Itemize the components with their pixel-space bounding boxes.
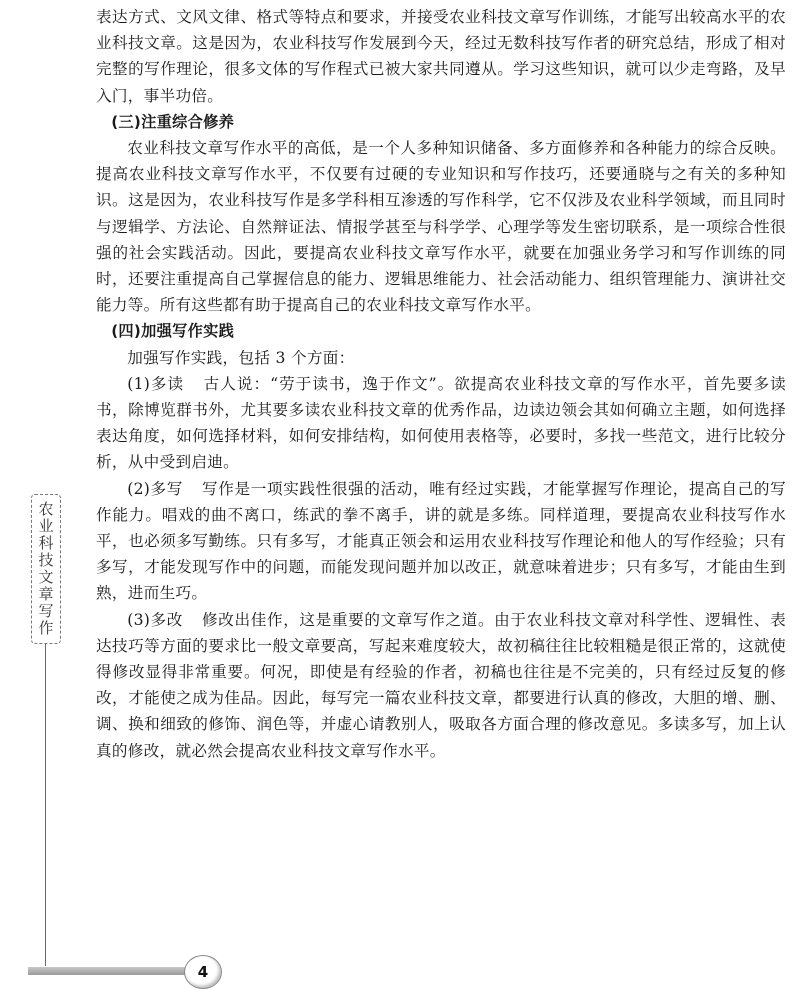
write-more-label: (2)多写	[127, 479, 183, 498]
paragraph-comprehensive: 农业科技文章写作水平的高低，是一个人多种知识储备、多方面修养和各种能力的综合反映。提高农业科技文章写作水平，不仅要有过硬的专业知识和写作技巧，还要通晓与之有关的多种知识。这是因为，农业科技写作是多学科相互渗透的写作科学，它不仅涉及农业科学领域，而且同时与逻辑学、方法论、自然辩证法、情报学甚至与科学学、心理学等发生密切联系，是一项综合性很强的社会实践活动。因此，要提高农业科技文章写作水平，就要在加强业务学习和写作训练的同时，还要注重提高自己掌握信息的能力、逻辑思维能力、社会活动能力、组织管理能力、演讲社交能力等。所有这些都有助于提高自己的农业科技文章写作水平。	[96, 139, 786, 315]
paragraph-revise-more	[96, 607, 786, 764]
page-number-badge	[184, 955, 222, 989]
paragraph-continuation: 表达方式、文风文律、格式等特点和要求，并接受农业科技文章写作训练，才能写出较高水平的农业科技文章。这是因为，农业科技写作发展到今天，经过无数科技写作者的研究总结，形成了相对完整的写作理论，很多文体的写作程式已被大家共同遵从。学习这些知识，就可以少走弯路，及早入门，事半功倍。	[96, 8, 786, 105]
chapter-side-tab	[31, 494, 61, 644]
write-more-text: 写作是一项实践性很强的活动，唯有经过实践，才能掌握写作理论，提高自己的写作能力。唱戏的曲不离口，练武的拳不离手，讲的就是多练。同样道理，要提高农业科技写作水平，也必须多写勤练。只有多写，才能真正领会和运用农业科技写作理论和他人的写作经验；只有多写，才能发现写作中的问题，而能发现问题并加以改正，就意味着进步；只有多写，才能由生到熟，进而生巧。	[96, 479, 786, 603]
chapter-side-tab-label: 农业科技文章写作	[36, 501, 55, 637]
revise-more-label: (3)多改	[127, 610, 183, 629]
paragraph-write-more	[96, 476, 786, 607]
page-number: 4	[197, 963, 209, 981]
side-divider-line	[45, 644, 46, 966]
paragraph-practice-intro: 加强写作实践，包括 3 个方面：	[127, 348, 355, 367]
section-heading-4: (四)加强写作实践	[111, 322, 235, 341]
paragraph-read-more	[96, 371, 786, 476]
read-more-label: (1)多读	[127, 374, 185, 393]
revise-more-text: 修改出佳作，这是重要的文章写作之道。由于农业科技文章对科学性、逻辑性、表达技巧等方面的要求比一般文章要高，写起来难度较大，故初稿往往比较粗糙是很正常的，这就使得修改显得非常重要。何况，即使是有经验的作者，初稿也往往是不完美的，只有经过反复的修改，才能使之成为佳品。因此，每写完一篇农业科技文章，都要进行认真的修改，大胆的增、删、调、换和细致的修饰、润色等，并虚心请教别人，吸取各方面合理的修改意见。多读多写，加上认真的修改，就必然会提高农业科技文章写作水平。	[96, 610, 786, 760]
body-text	[96, 4, 786, 764]
footer-bar	[28, 967, 196, 975]
read-more-text: 古人说：“劳于读书，逸于作文”。欲提高农业科技文章的写作水平，首先要多读书，除博览群书外，尤其要多读农业科技文章的优秀作品，边读边领会其如何确立主题，如何选择表达角度，如何选择材料，如何安排结构，如何使用表格等，必要时，多找一些范文，进行比较分析，从中受到启迪。	[96, 374, 786, 472]
section-heading-3: (三)注重综合修养	[111, 112, 235, 131]
